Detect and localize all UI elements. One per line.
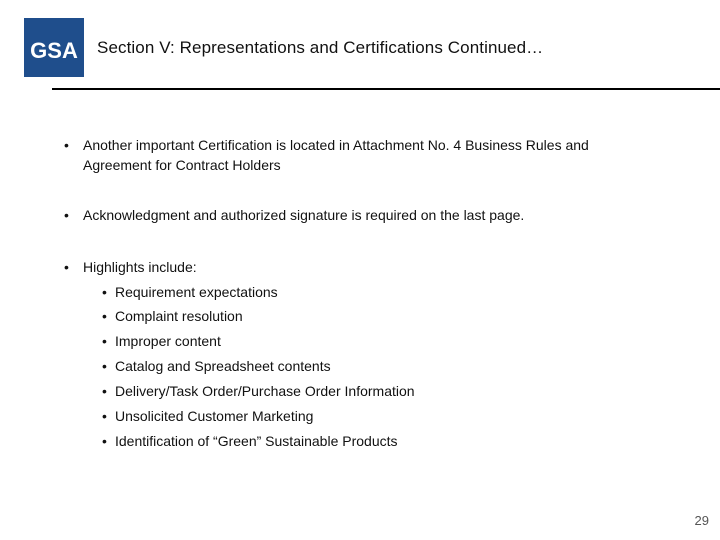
sub-bullet-7: Identification of “Green” Sustainable Products <box>115 433 398 449</box>
sub-bullet-marker: • <box>102 333 107 349</box>
bullet-3: Highlights include: <box>83 259 197 275</box>
sub-bullet-6: Unsolicited Customer Marketing <box>115 408 314 424</box>
slide-title: Section V: Representations and Certifications Continued… <box>97 38 544 57</box>
sub-bullet-3: Improper content <box>115 333 221 349</box>
sub-bullet-marker: • <box>102 433 107 449</box>
bullet-1-line-2: Agreement for Contract Holders <box>83 157 281 173</box>
gsa-logo-text: GSA <box>30 38 78 63</box>
bullet-2: Acknowledgment and authorized signature is required on the last page. <box>83 207 525 223</box>
sub-bullet-1: Requirement expectations <box>115 284 278 300</box>
sub-bullet-5: Delivery/Task Order/Purchase Order Information <box>115 383 415 399</box>
bullet-1-line-1: Another important Certification is located in Attachment No. 4 Business Rules and <box>83 137 589 153</box>
sub-bullet-marker: • <box>102 408 107 424</box>
sub-bullet-marker: • <box>102 358 107 374</box>
sub-bullet-marker: • <box>102 308 107 324</box>
page-number: 29 <box>694 513 709 528</box>
bullet-marker: • <box>64 259 69 275</box>
sub-bullet-marker: • <box>102 284 107 300</box>
sub-bullet-2: Complaint resolution <box>115 308 243 324</box>
bullet-marker: • <box>64 207 69 223</box>
sub-bullet-4: Catalog and Spreadsheet contents <box>115 358 331 374</box>
sub-bullet-marker: • <box>102 383 107 399</box>
bullet-marker: • <box>64 137 69 153</box>
